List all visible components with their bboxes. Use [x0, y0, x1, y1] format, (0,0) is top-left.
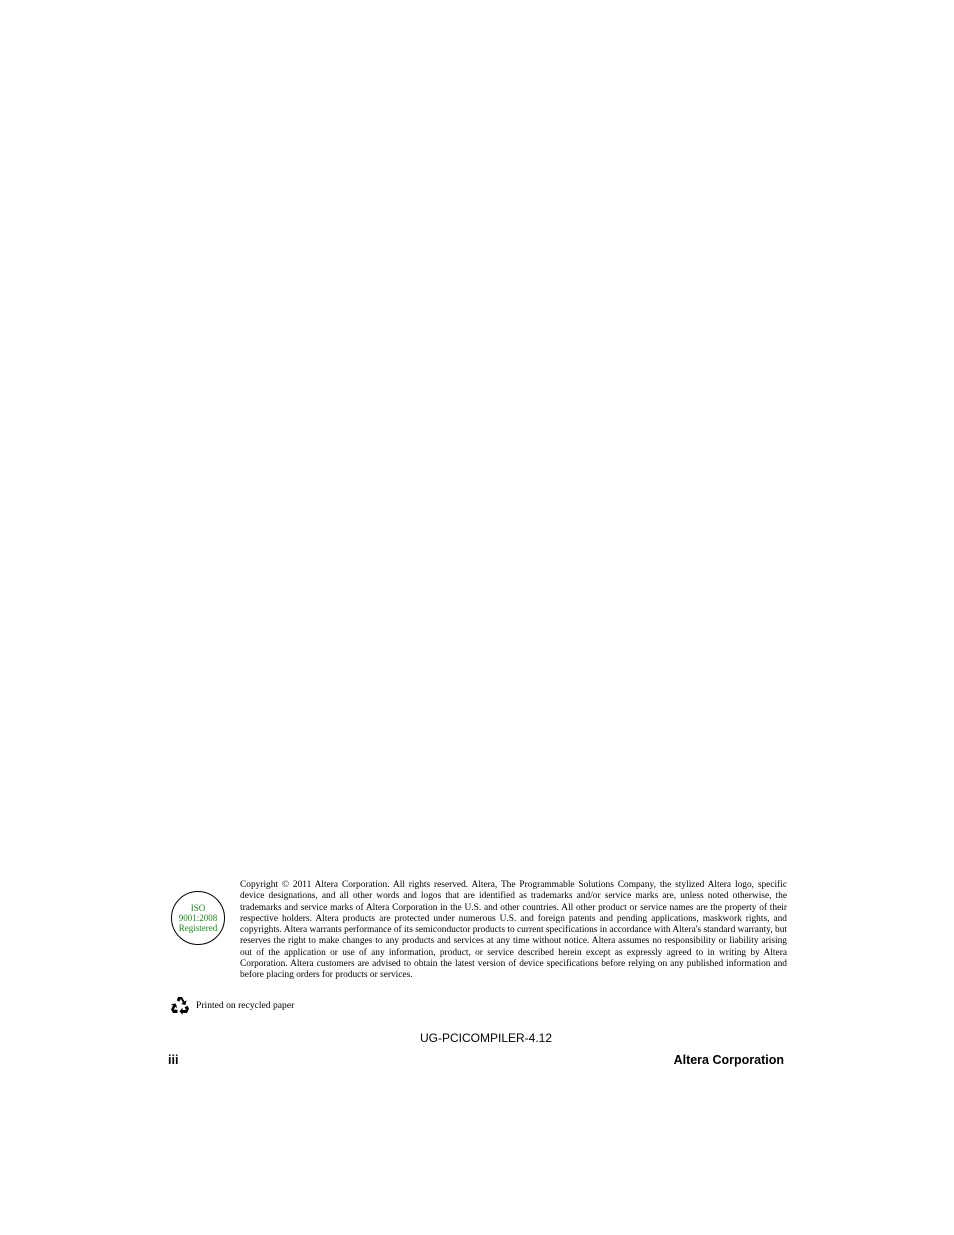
document-id: UG-PCICOMPILER-4.12 — [420, 1031, 553, 1045]
iso-seal-line2: 9001:2008 — [178, 913, 218, 923]
recycled-paper-label: Printed on recycled paper — [196, 999, 295, 1011]
page-number: iii — [168, 1053, 179, 1067]
recycle-icon — [170, 995, 190, 1015]
copyright-notice: Copyright © 2011 Altera Corporation. All rights reserved. Altera, The Programmable Solutions Company, the stylized Altera logo, specific device designations, and all other words and logos that are identified as trademarks and/or service marks are, unless noted otherwise, the trademarks and service marks of Altera Corporation in the U.S. and other countries. All other product or service names are the property of their respective holders. Altera products are protected under numerous U.S. and foreign patents and pending applications, maskwork rights, and copyrights. Altera warrants performance of its semiconductor products to current specifications in accordance with Altera's standard warranty, but reserves the right to make changes to any products and services at any time without notice. Altera assumes no responsibility or liability arising out of the application or use of any information, product, or service described herein except as expressly agreed to in writing by Altera Corporation. Altera customers are advised to obtain the latest version of device specifications before relying on any published information and before placing orders for products or services. — [240, 880, 787, 981]
recycled-paper-note — [170, 995, 294, 1015]
iso-registered-seal — [171, 891, 225, 945]
company-name: Altera Corporation — [673, 1053, 784, 1067]
iso-seal-line1: ISO — [190, 903, 206, 913]
iso-seal-line3: Registered — [178, 923, 218, 933]
